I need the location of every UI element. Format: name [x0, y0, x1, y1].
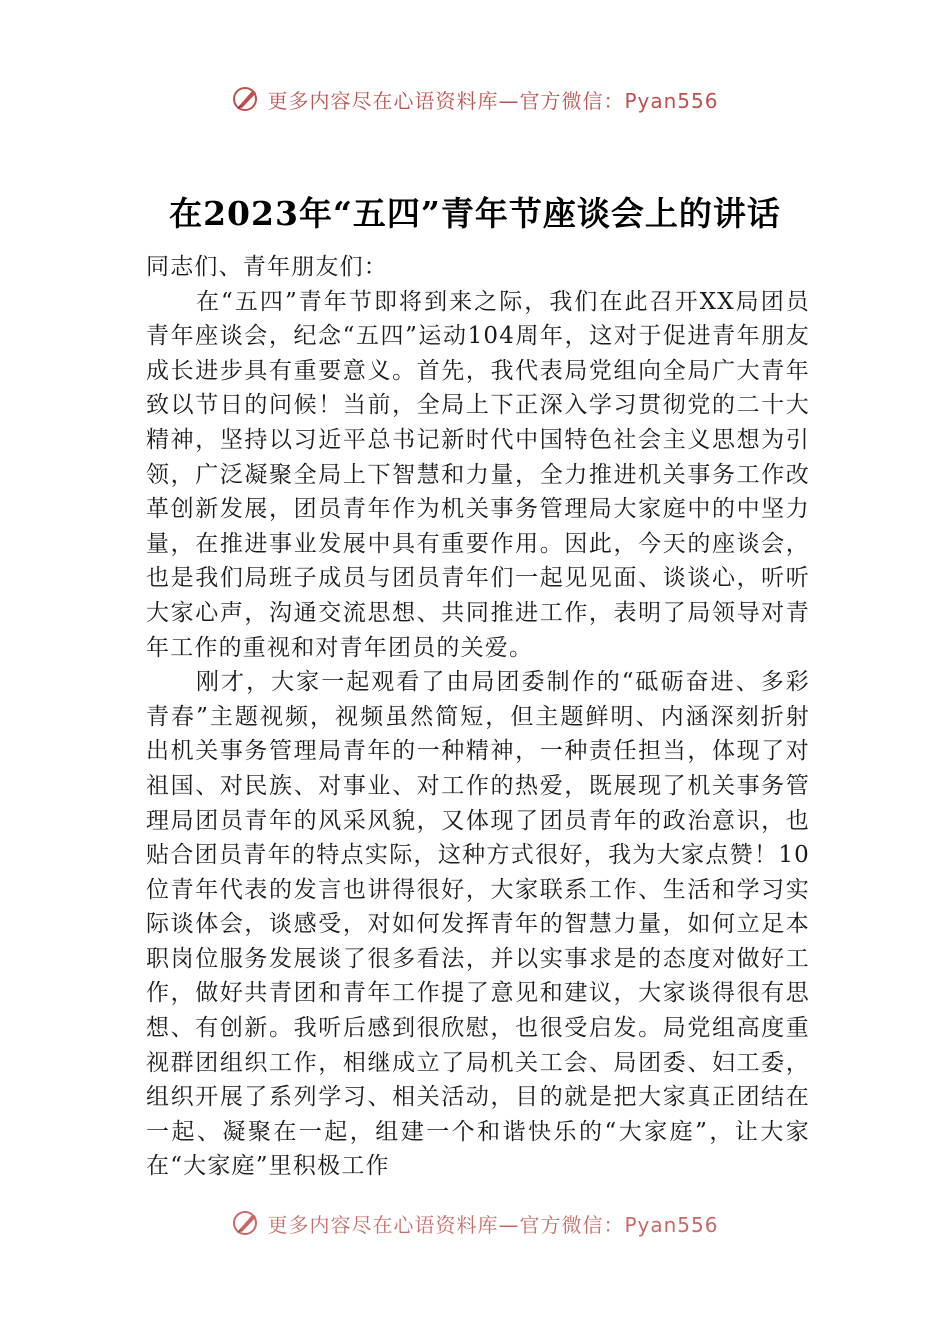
document-body-clip [146, 250, 810, 1210]
watermark-footer [0, 1208, 950, 1238]
paragraph-1: 在“五四”青年节即将到来之际，我们在此召开XX局团员青年座谈会，纪念“五四”运动104周年，这对于促进青年朋友成长进步具有重要意义。首先，我代表局党组向全局广大青年致以节日的问候！当前，全局上下正深入学习贯彻党的二十大精神，坚持以习近平总书记新时代中国特色社会主义思想为引领，广泛凝聚全局上下智慧和力量，全力推进机关事务工作改革创新发展，团员青年作为机关事务管理局大家庭中的中坚力量，在推进事业发展中具有重要作用。因此，今天的座谈会，也是我们局班子成员与团员青年们一起见见面、谈谈心，听听大家心声，沟通交流思想、共同推进工作，表明了局领导对青年工作的重视和对青年团员的关爱。 [146, 288, 810, 661]
salutation: 同志们、青年朋友们： [146, 254, 388, 280]
pen-logo-icon [231, 84, 261, 114]
watermark-text: 更多内容尽在心语资料库—官方微信：Pyan556 [267, 1212, 719, 1237]
watermark-header [0, 84, 950, 114]
paragraph-2: 刚才，大家一起观看了由局团委制作的“砥砺奋进、多彩青春”主题视频，视频虽然简短，但主题鲜明、内涵深刻折射出机关事务管理局青年的一种精神，一种责任担当，体现了对祖国、对民族、对事业、对工作的热爱，既展现了机关事务管理局团员青年的风采风貌，又体现了团员青年的政治意识，也贴合团员青年的特点实际，这种方式很好，我为大家点赞！10位青年代表的发言也讲得很好，大家联系工作、生活和学习实际谈体会，谈感受，对如何发挥青年的智慧力量，如何立足本职岗位服务发展谈了很多看法，并以实事求是的态度对做好工作，做好共青团和青年工作提了意见和建议，大家谈得很有思想、有创新。我听后感到很欣慰，也很受启发。局党组高度重视群团组织工作，相继成立了局机关工会、局团委、妇工委，组织开展了系列学习、相关活动，目的就是把大家真正团结在一起、凝聚在一起，组建一个和谐快乐的“大家庭”，让大家在“大家庭”里积极工作 [146, 669, 810, 1180]
pen-logo-icon [231, 1208, 261, 1238]
watermark-text: 更多内容尽在心语资料库—官方微信：Pyan556 [267, 88, 719, 113]
document-body [146, 250, 810, 1184]
document-title: 在2023年“五四”青年节座谈会上的讲话 [169, 194, 781, 233]
